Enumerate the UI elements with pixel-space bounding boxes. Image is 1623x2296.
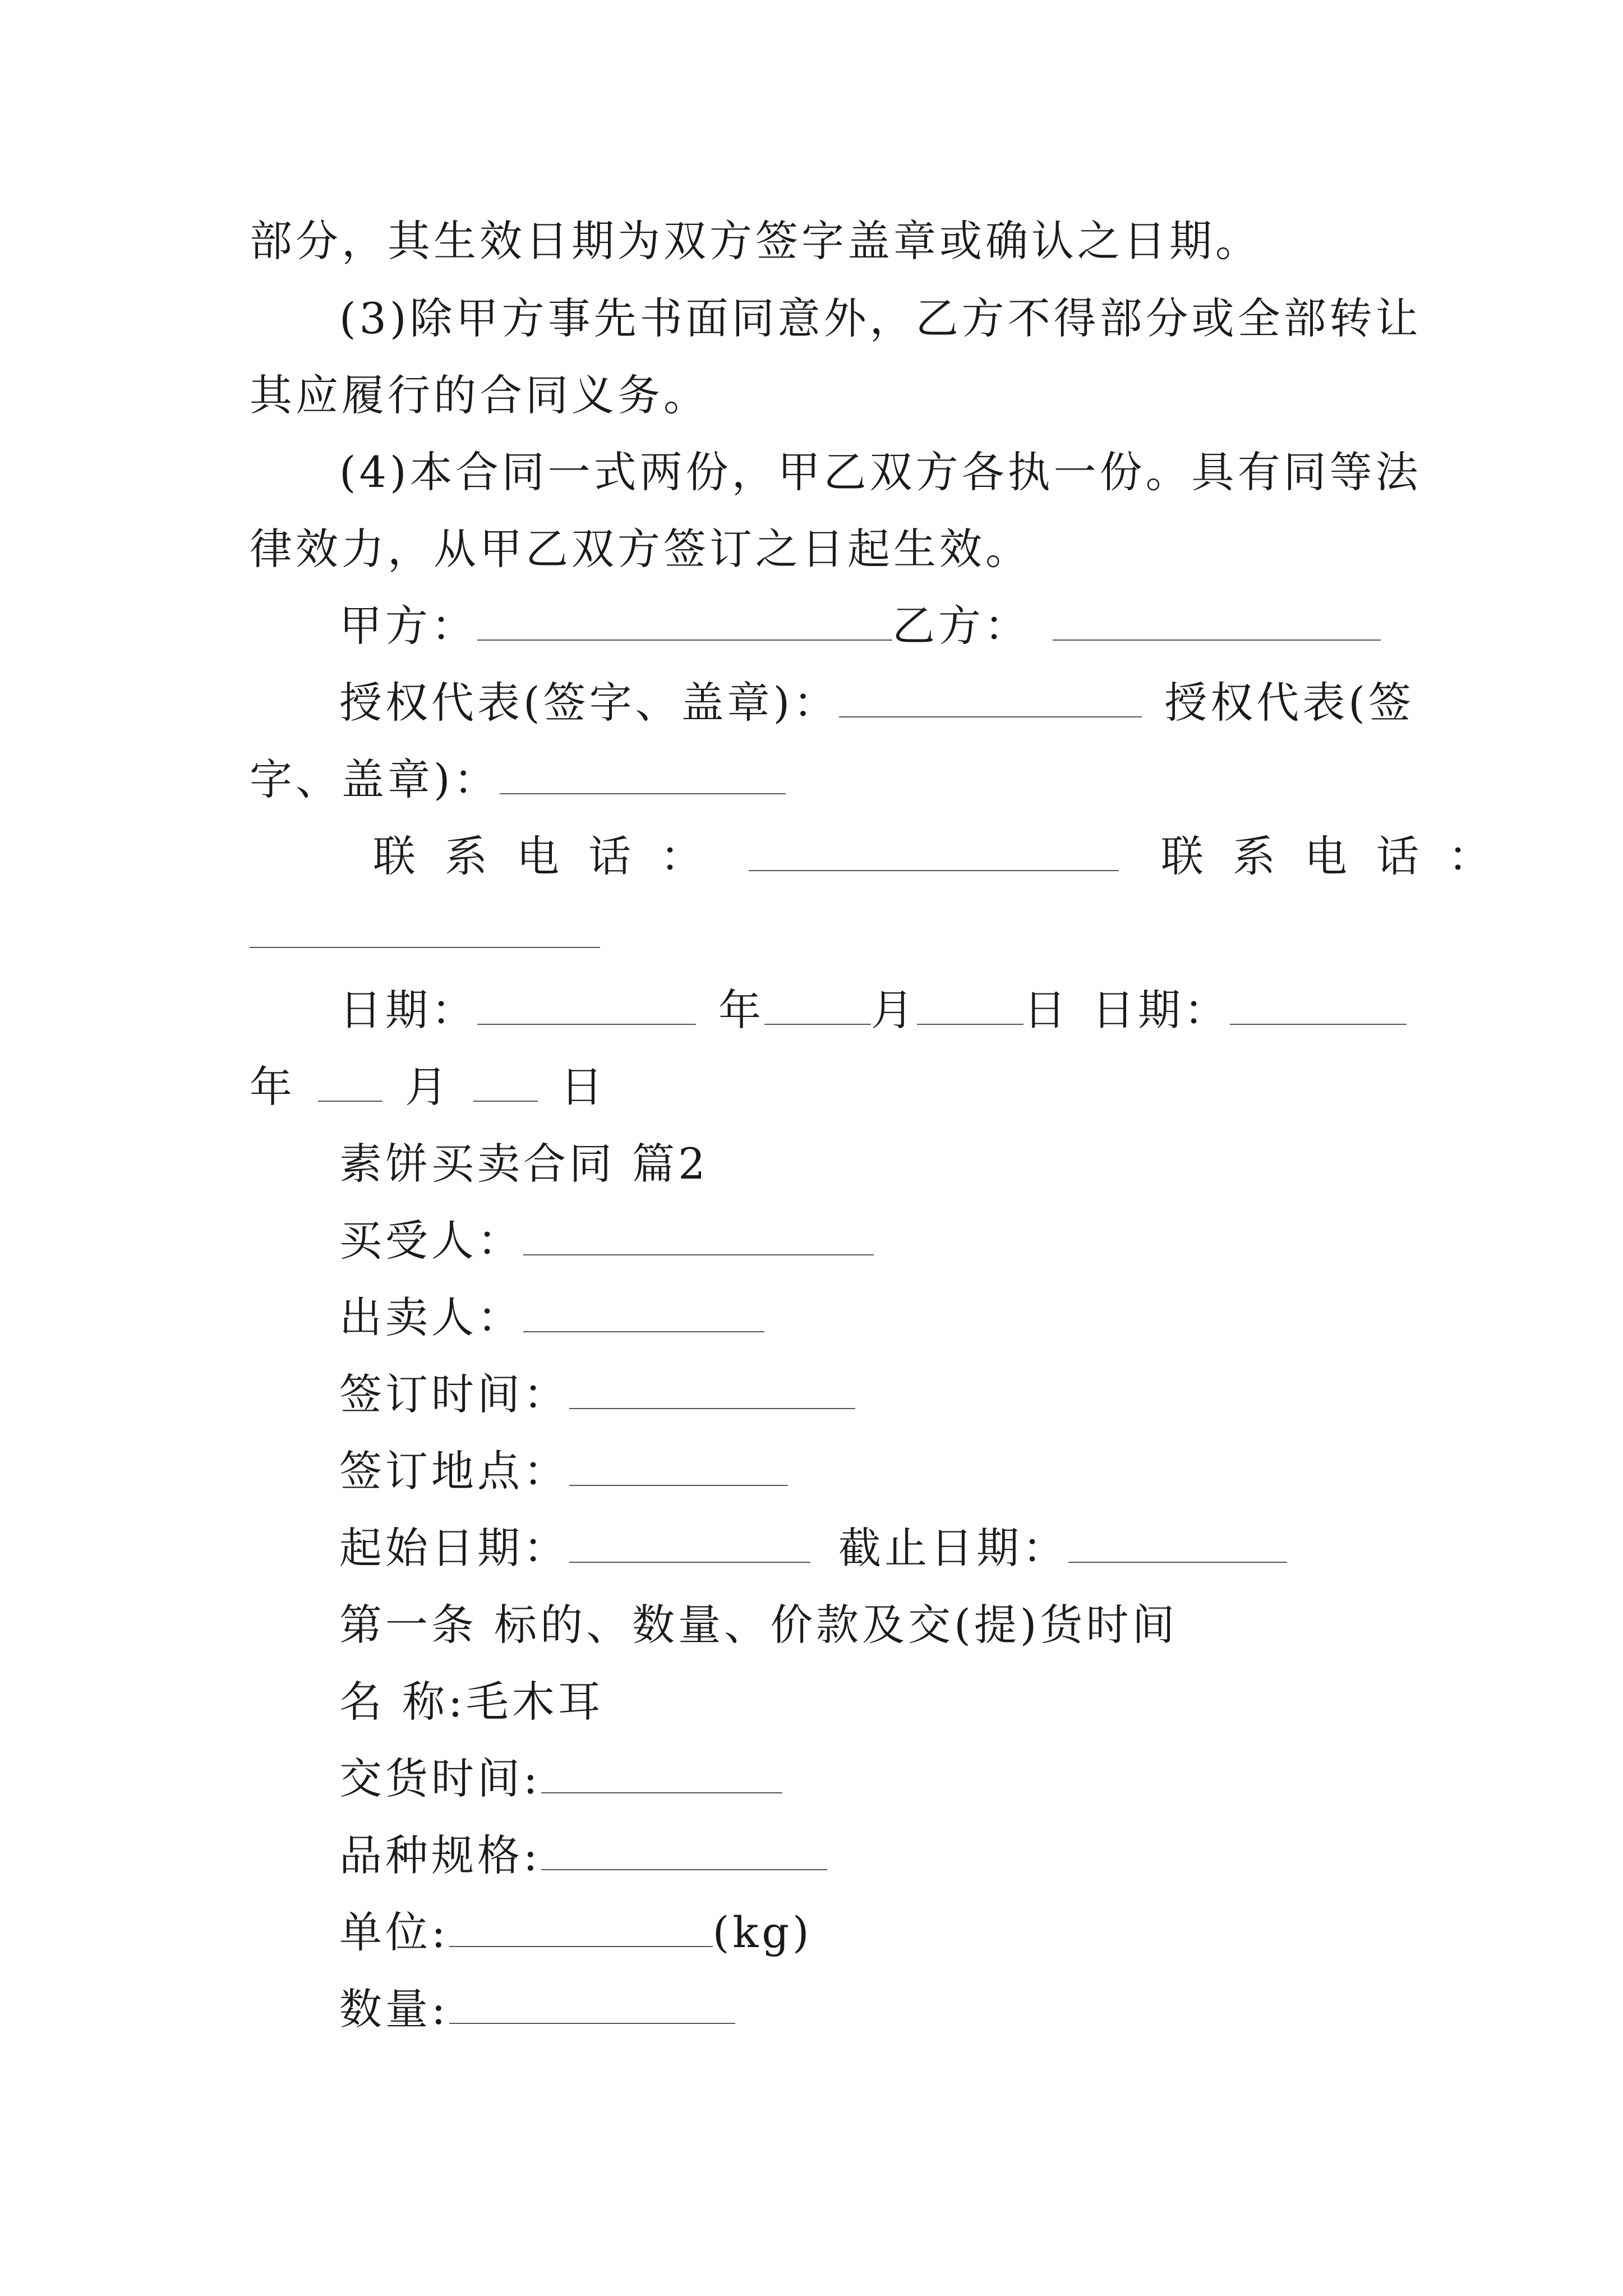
spec-label: 品种规格: — [339, 1830, 541, 1880]
phone-a-label: 联系电话： — [373, 831, 732, 881]
rep-a-label: 授权代表(签字、盖章)： — [339, 678, 840, 728]
quantity-line — [339, 1981, 735, 2037]
section-title: 素饼买卖合同 篇2 — [339, 1139, 709, 1189]
phone-b-blank[interactable] — [250, 908, 600, 948]
clause-4-line-2: 律效力，从甲乙双方签订之日起生效。 — [250, 524, 1031, 574]
spec-blank[interactable] — [541, 1830, 827, 1870]
sign-time-line — [339, 1366, 855, 1423]
date-b-label: 日期： — [1092, 985, 1230, 1035]
rep-b-label-1: 授权代表(签 — [1164, 678, 1414, 728]
start-date-blank[interactable] — [569, 1522, 810, 1563]
unit-blank[interactable] — [449, 1907, 713, 1947]
party-b-label: 乙方： — [892, 601, 1030, 651]
delivery-time-line — [339, 1751, 782, 1807]
year-b-label: 年 — [250, 1062, 296, 1112]
party-line — [339, 598, 1381, 654]
representative-line-2 — [250, 752, 786, 808]
delivery-time-blank[interactable] — [541, 1753, 782, 1793]
unit-label: 单位: — [339, 1907, 449, 1957]
representative-line — [339, 675, 1414, 731]
buyer-line — [339, 1213, 874, 1269]
article-1-title: 第一条 标的、数量、价款及交(提)货时间 — [339, 1600, 1178, 1650]
unit-suffix: (kg) — [712, 1907, 813, 1957]
year-label: 年 — [718, 985, 764, 1035]
day-label: 日 — [1023, 985, 1069, 1035]
date-line — [339, 982, 1407, 1038]
start-date-label: 起始日期： — [339, 1523, 569, 1573]
phone-line — [373, 829, 1520, 885]
phone-b-label: 联系电话： — [1161, 831, 1520, 881]
date-b-line — [250, 1059, 606, 1115]
delivery-time-label: 交货时间: — [339, 1754, 541, 1803]
end-date-label: 截止日期： — [838, 1523, 1068, 1573]
month-blank[interactable] — [917, 984, 1023, 1025]
rep-b-blank[interactable] — [500, 754, 786, 794]
sign-place-blank[interactable] — [569, 1446, 788, 1486]
party-a-label: 甲方： — [339, 601, 477, 651]
seller-line — [339, 1290, 764, 1346]
rep-b-label-2: 字、盖章)： — [250, 754, 500, 804]
buyer-blank[interactable] — [523, 1215, 874, 1255]
sign-place-label: 签订地点： — [339, 1446, 569, 1496]
end-date-blank[interactable] — [1068, 1522, 1287, 1563]
rep-a-blank[interactable] — [839, 677, 1142, 717]
seller-blank[interactable] — [523, 1292, 764, 1332]
sign-time-blank[interactable] — [569, 1369, 855, 1409]
year-blank[interactable] — [764, 984, 871, 1025]
day-b-label: 日 — [560, 1062, 606, 1112]
paragraph-effective-date: 部分，其生效日期为双方签字盖章或确认之日期。 — [250, 216, 1261, 266]
quantity-label: 数量: — [339, 1984, 449, 2034]
sign-place-line — [339, 1443, 788, 1499]
date-a-label: 日期： — [339, 985, 477, 1035]
clause-4-line-1: (4)本合同一式两份，甲乙双方各执一份。具有同等法 — [339, 447, 1422, 497]
product-name: 名 称:毛木耳 — [339, 1677, 604, 1727]
phone-b-line — [250, 905, 600, 961]
date-a-blank[interactable] — [477, 984, 696, 1025]
unit-line — [339, 1904, 813, 1961]
year-b-blank[interactable] — [318, 1061, 382, 1102]
clause-3-line-1: (3)除甲方事先书面同意外，乙方不得部分或全部转让 — [339, 293, 1422, 343]
seller-label: 出卖人： — [339, 1292, 523, 1342]
month-label: 月 — [871, 985, 917, 1035]
spec-line — [339, 1828, 827, 1884]
buyer-label: 买受人： — [339, 1216, 523, 1266]
period-line — [339, 1520, 1287, 1576]
date-b-blank[interactable] — [1230, 984, 1407, 1025]
party-a-blank[interactable] — [477, 600, 892, 641]
phone-a-blank[interactable] — [749, 831, 1119, 871]
sign-time-label: 签订时间： — [339, 1369, 569, 1419]
month-b-label: 月 — [405, 1062, 451, 1112]
month-b-blank[interactable] — [473, 1061, 538, 1102]
quantity-blank[interactable] — [449, 1984, 735, 2024]
clause-3-line-2: 其应履行的合同义务。 — [250, 370, 709, 420]
party-b-blank[interactable] — [1053, 600, 1381, 641]
